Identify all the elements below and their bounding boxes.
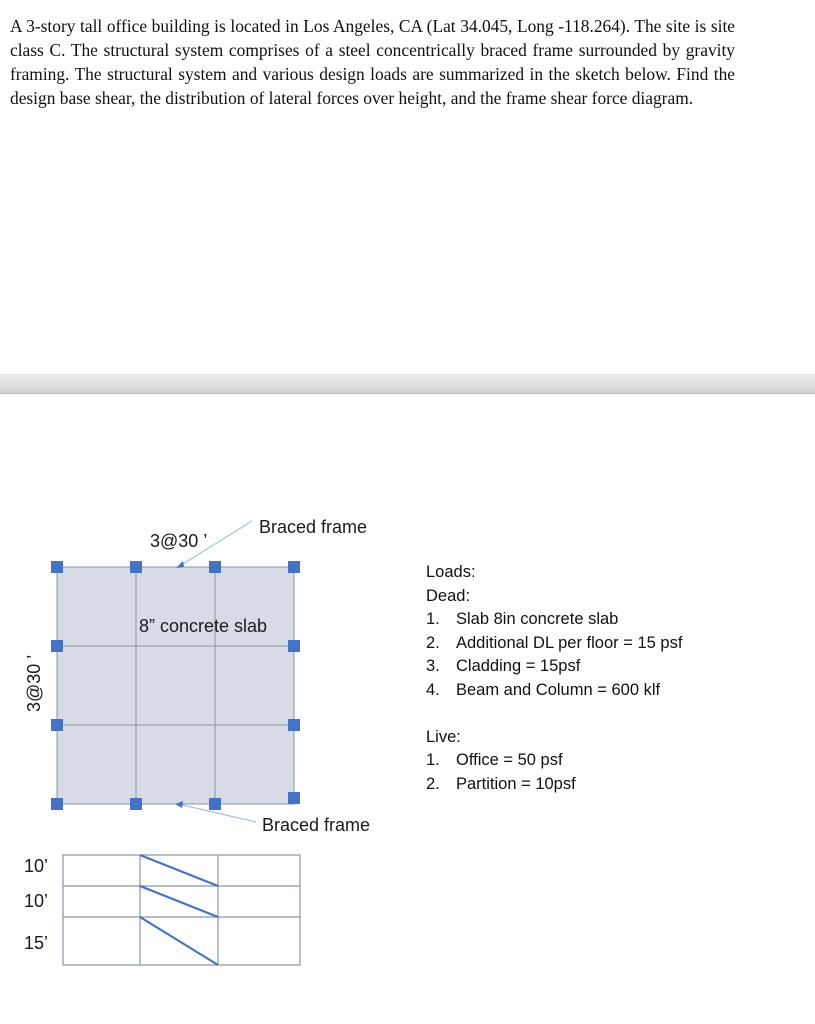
brace (140, 886, 218, 917)
dead-load-item: 1. Slab 8in concrete slab (426, 610, 619, 628)
dead-load-item: 3. Cladding = 15psf (426, 657, 581, 675)
live-title: Live: (426, 727, 461, 746)
column (130, 798, 142, 810)
column (209, 798, 221, 810)
live-load-item: 1. Office = 50 psf (426, 751, 563, 769)
story-height-label: 15’ (24, 933, 49, 953)
plan-top-dimension: 3@30 ’ (150, 531, 208, 551)
leader-arrow-icon (176, 561, 184, 568)
column (51, 640, 63, 652)
story-height-label: 10’ (24, 856, 49, 876)
column (288, 561, 300, 573)
dead-load-item: 4. Beam and Column = 600 klf (426, 680, 661, 699)
loads-title: Loads: (426, 563, 476, 581)
plan-side-dimension: 3@30 ’ (24, 654, 44, 712)
brace (140, 917, 218, 965)
column (288, 719, 300, 731)
column (209, 561, 221, 573)
column (130, 561, 142, 573)
braced-frame-top-label: Braced frame (259, 517, 368, 537)
loads-list (426, 561, 682, 796)
column (51, 561, 63, 573)
dead-title: Dead: (426, 586, 471, 605)
problem-statement: A 3-story tall office building is located in Los Angeles, CA (Lat 34.045, Long -118.264). The site is site class C. The structural system comprises of a steel concentrically braced frame surrounded by gravity framing. The structural system and various design loads are summarized in the sketch below. Find the design base shear, the distribution of lateral forces over height, and the frame shear force diagram. (10, 16, 735, 108)
braces (140, 855, 218, 965)
live-load-item: 2. Partition = 10psf (426, 774, 576, 793)
concrete-slab (57, 567, 294, 804)
dead-load-item: 2. Additional DL per floor = 15 psf (426, 633, 683, 652)
column (51, 798, 63, 810)
column (288, 792, 300, 804)
braced-frame-bottom-label: Braced frame (262, 815, 371, 835)
brace (140, 855, 218, 886)
column (288, 640, 300, 652)
story-height-label: 10’ (24, 891, 49, 911)
slab-label: 8” concrete slab (139, 616, 268, 636)
column (51, 719, 63, 731)
